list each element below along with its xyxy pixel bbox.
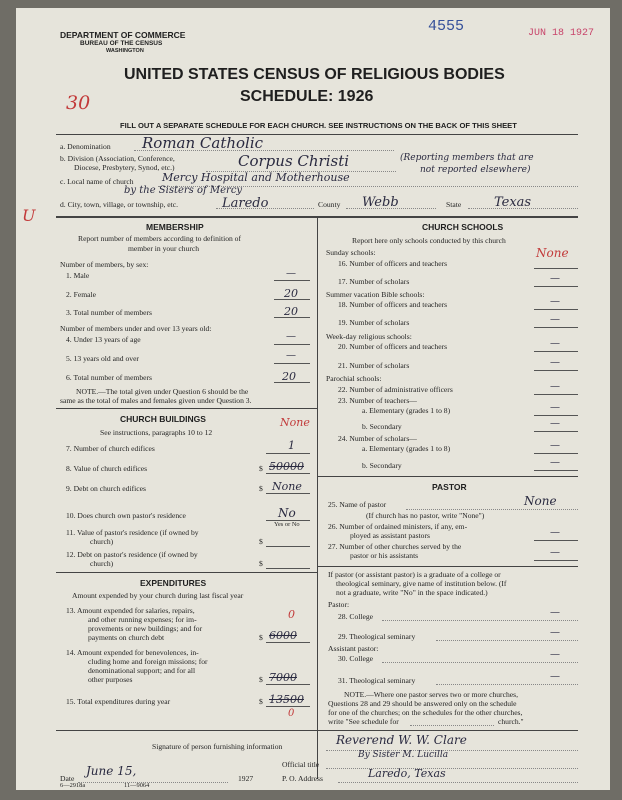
department-label: DEPARTMENT OF COMMERCE [60,30,186,40]
q15-dollar: $ [259,697,263,706]
denomination-label: a. Denomination [60,142,111,151]
pastor-note-4: write "See schedule for [328,717,399,726]
pastor-note-2: Questions 28 and 29 should be answered only on the schedule [328,699,517,708]
pastor-note: NOTE.—Where one pastor serves two or more churches, [344,690,518,699]
census-schedule-page [16,8,610,790]
q21-value: — [550,357,560,368]
q8-value: 50000 [269,460,304,473]
county-label: County [318,200,341,209]
q5-value: — [286,350,296,361]
q25-hint: (If church has no pastor, write "None") [366,511,485,520]
local-name-label: c. Local name of church [60,177,134,186]
date-year: 1927 [238,774,254,783]
buildings-sub: See instructions, paragraphs 10 to 12 [100,428,213,437]
by-sex-label: Number of members, by sex: [60,260,149,269]
q24b-label: b. Secondary [362,461,402,470]
print-code-2: 11—9064 [124,782,150,789]
q13-value: 6000 [269,629,297,642]
q23b-value: — [550,418,560,429]
pastor-note-5: church." [498,717,524,726]
q13-label-3: provements or new buildings; and for [88,624,203,633]
buildings-none-mark: None [280,416,310,429]
q27-label-2: pastor or his assistants [350,551,419,560]
schedule-title: SCHEDULE: 1926 [240,88,374,105]
local-name-value: Mercy Hospital and Motherhouse [162,171,350,184]
po-address-label: P. O. Address [282,774,323,783]
q7-value: 1 [288,439,295,452]
q11-dollar: $ [259,537,263,546]
q19-value: — [550,314,560,325]
date-label: Date [60,774,75,783]
q7-label: 7. Number of church edifices [66,444,155,453]
q24b-value: — [550,457,560,468]
q2-label: 2. Female [66,290,96,299]
membership-note-2: same as the total of males and females given under Question 3. [60,396,252,405]
membership-title: MEMBERSHIP [146,222,204,232]
q13-label: 13. Amount expended for salaries, repairs, [66,606,195,615]
q4-label: 4. Under 13 years of age [66,335,141,344]
state-label: State [446,200,462,209]
summer-label: Summer vacation Bible schools: [326,290,425,299]
q6-value: 20 [282,370,296,383]
q30-label: 30. College [338,654,374,663]
denomination-value: Roman Catholic [142,134,264,152]
q24-label: 24. Number of scholars— [338,434,417,443]
q20-value: — [550,338,560,349]
assistant-label: Assistant pastor: [328,644,379,653]
city-field-value: Laredo [222,196,269,211]
buildings-title: CHURCH BUILDINGS [120,414,206,424]
graduate-note-3: not a graduate, write "No" in the space indicated.) [336,588,488,597]
q13-zero-mark: 0 [288,608,295,621]
q11-label-2: church) [90,537,114,546]
q14-label-2: cluding home and foreign missions; for [88,657,208,666]
q10-label: 10. Does church own pastor's residence [66,511,186,520]
print-code: 6—2918a [60,782,86,789]
q17-label: 17. Number of scholars [338,277,410,286]
signature-value: Reverend W. W. Clare [336,733,467,747]
q18-value: — [550,296,560,307]
q29-value: — [550,627,560,638]
q12-dollar: $ [259,559,263,568]
division-label: b. Division (Association, Conference, [60,154,175,163]
q28-value: — [550,607,560,618]
q15-zero-mark: 0 [288,708,295,719]
q14-dollar: $ [259,675,263,684]
po-address-value: Laredo, Texas [368,767,446,780]
schools-intro: Report here only schools conducted by this church [352,236,506,245]
q8-dollar: $ [259,464,263,473]
q9-label: 9. Debt on church edifices [66,484,146,493]
schools-title: CHURCH SCHOOLS [422,222,504,232]
q14-label-4: other purposes [88,675,133,684]
signature-value-2: By Sister M. Lucilla [358,750,449,760]
age-head-label: Number of members under and over 13 years old: [60,324,212,333]
city-label: WASHINGTON [106,48,144,54]
q17-value: — [550,273,560,284]
q15-label: 15. Total expenditures during year [66,697,171,706]
q26-label-2: ployed as assistant pastors [350,531,430,540]
q5-label: 5. 13 years old and over [66,354,139,363]
q15-value: 13500 [269,693,304,706]
membership-intro: Report number of members according to definition of [78,234,242,243]
q9-dollar: $ [259,484,263,493]
q1-label: 1. Male [66,271,90,280]
bureau-label: BUREAU OF THE CENSUS [80,40,163,47]
form-number: 4555 [428,18,465,35]
graduate-note: If pastor (or assistant pastor) is a graduate of a college or [328,570,501,579]
q8-label: 8. Value of church edifices [66,464,148,473]
official-title-label: Official title [282,760,320,769]
expenditures-title: EXPENDITURES [140,578,207,588]
q13-dollar: $ [259,633,263,642]
county-value: Webb [362,195,399,210]
q23a-label: a. Elementary (grades 1 to 8) [362,406,451,415]
q4-value: — [286,331,296,342]
pastor-note-3: for one of the churches; on the schedules for the other churches, [328,708,523,717]
q27-label: 27. Number of other churches served by the [328,542,462,551]
q31-value: — [550,671,560,682]
q27-value: — [550,547,560,558]
q21-label: 21. Number of scholars [338,361,410,370]
signature-label: Signature of person furnishing information [152,742,283,751]
q10-hint: Yes or No [274,521,300,528]
q22-value: — [550,381,560,392]
date-stamp: JUN 18 1927 [528,28,595,39]
city-field-label: d. City, town, village, or township, etc. [60,200,179,209]
q23a-value: — [550,402,560,413]
q12-label-2: church) [90,559,114,568]
schools-none-mark: None [536,246,569,260]
q23b-label: b. Secondary [362,422,402,431]
parochial-label: Parochial schools: [326,374,382,383]
general-instructions: FILL OUT A SEPARATE SCHEDULE FOR EACH CHURCH. SEE INSTRUCTIONS ON THE BACK OF THIS SHEET [120,121,517,130]
q13-label-4: payments on church debt [88,633,165,642]
graduate-note-2: theological seminary, give name of institution below. (If [336,579,507,588]
q29-label: 29. Theological seminary [338,632,416,641]
q26-label: 26. Number of ordained ministers, if any, em- [328,522,468,531]
local-name-note-1: (Reporting members that are [400,153,534,163]
q23-label: 23. Number of teachers— [338,396,417,405]
division-value: Corpus Christi [238,152,350,170]
local-name-value-2: by the Sisters of Mercy [124,185,243,196]
handwritten-count: 30 [66,92,91,114]
pastor-title: PASTOR [432,482,467,492]
q2-value: 20 [284,287,298,300]
side-mark: U [22,206,36,225]
q6-label: 6. Total number of members [66,373,153,382]
q22-label: 22. Number of administrative officers [338,385,453,394]
form-title: UNITED STATES CENSUS OF RELIGIOUS BODIES [124,66,505,83]
division-label-2: Diocese, Presbytery, Synod, etc.) [74,163,175,172]
q14-label: 14. Amount expended for benevolences, in- [66,648,199,657]
local-name-note-2: not reported elsewhere) [420,165,531,175]
q14-value: 7000 [269,671,297,684]
q3-value: 20 [284,305,298,318]
q18-label: 18. Number of officers and teachers [338,300,448,309]
q24a-label: a. Elementary (grades 1 to 8) [362,444,451,453]
q19-label: 19. Number of scholars [338,318,410,327]
q16-label: 16. Number of officers and teachers [338,259,448,268]
membership-note: NOTE.—The total given under Question 6 should be the [76,387,249,396]
q14-label-3: denominational support; and for all [88,666,196,675]
q31-label: 31. Theological seminary [338,676,416,685]
membership-intro-2: member in your church [128,244,200,253]
q9-value: None [272,480,302,493]
q10-value: No [278,506,296,520]
q24a-value: — [550,440,560,451]
q26-value: — [550,527,560,538]
sunday-label: Sunday schools: [326,248,376,257]
pastor-sub-label: Pastor: [328,600,350,609]
state-value: Texas [494,195,532,210]
q25-value: None [524,494,557,508]
q20-label: 20. Number of officers and teachers [338,342,448,351]
q28-label: 28. College [338,612,374,621]
q13-label-2: and other running expenses; for im- [88,615,197,624]
expenditures-sub: Amount expended by your church during last fiscal year [72,591,244,600]
q3-label: 3. Total number of members [66,308,153,317]
q11-label: 11. Value of pastor's residence (if owned by [66,528,199,537]
weekday-label: Week-day religious schools: [326,332,412,341]
date-value: June 15, [86,764,137,778]
q12-label: 12. Debt on pastor's residence (if owned by [66,550,198,559]
q30-value: — [550,649,560,660]
q1-value: — [286,268,296,279]
q25-label: 25. Name of pastor [328,500,387,509]
